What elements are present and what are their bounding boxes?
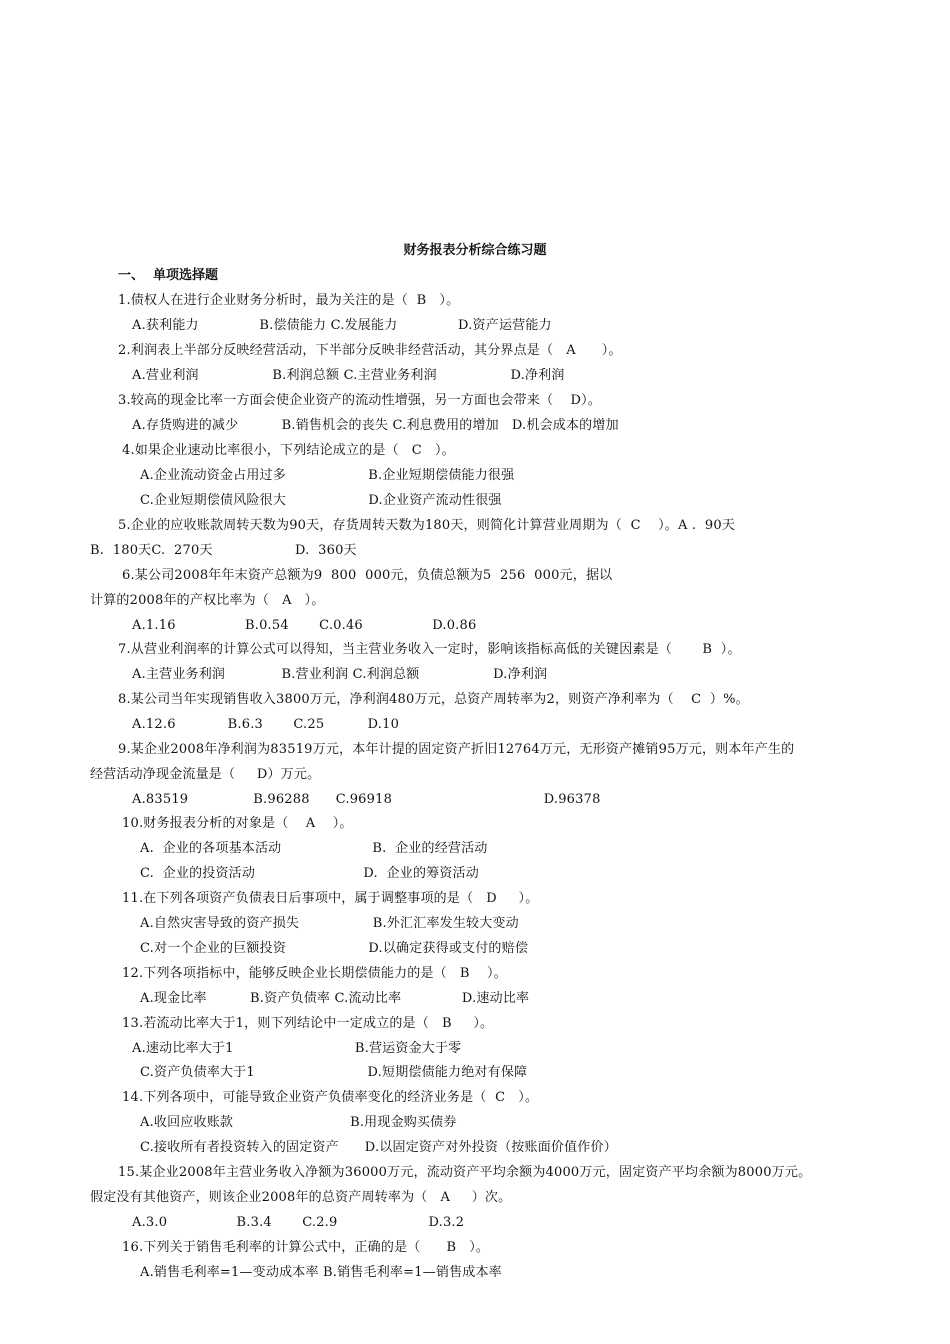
question-4-options-row2: C.企业短期偿债风险很大 D.企业资产流动性很强 <box>140 493 502 508</box>
question-15-continued: 假定没有其他资产，则该企业2008年的总资产周转率为（ A ）次。 <box>90 1190 512 1205</box>
question-2-options: A.营业利润 B.利润总额 C.主营业务利润 D.净利润 <box>132 368 565 383</box>
question-13-options-row1: A.速动比率大于1 B.营运资金大于零 <box>132 1041 462 1056</box>
question-3: 3.较高的现金比率一方面会使企业资产的流动性增强，另一方面也会带来（ D）。 <box>118 393 602 408</box>
question-16: 16.下列关于销售毛利率的计算公式中，正确的是（ B ）。 <box>122 1240 490 1255</box>
question-8: 8.某公司当年实现销售收入3800万元，净利润480万元，总资产周转率为2，则资产净利率为（ C ）%。 <box>118 692 749 707</box>
question-6-options: A.1.16 B.0.54 C.0.46 D.0.86 <box>132 618 477 633</box>
section-heading: 一、 单项选择题 <box>118 268 219 283</box>
question-9-options: A.83519 B.96288 C.96918 D.96378 <box>132 792 601 807</box>
question-6: 6.某公司2008年年末资产总额为9 800 000元，负债总额为5 256 000元，据以 <box>122 568 613 583</box>
question-5: 5.企业的应收账款周转天数为90天，存货周转天数为180天，则简化计算营业周期为（ C ）。A . 90天 <box>118 518 736 533</box>
question-3-options: A.存货购进的减少 B.销售机会的丧失 C.利息费用的增加 D.机会成本的增加 <box>132 418 619 433</box>
question-7: 7.从营业利润率的计算公式可以得知，当主营业务收入一定时，影响该指标高低的关键因素是（ B ）。 <box>118 642 741 657</box>
question-5-options: B. 180天C. 270天 D. 360天 <box>90 543 357 558</box>
question-12: 12.下列各项指标中，能够反映企业长期偿债能力的是（ B ）。 <box>122 966 507 981</box>
question-4-options-row1: A.企业流动资金占用过多 B.企业短期偿债能力很强 <box>140 468 515 483</box>
question-2: 2.利润表上半部分反映经营活动，下半部分反映非经营活动，其分界点是（ A ）。 <box>118 343 622 358</box>
question-1-options: A.获利能力 B.偿债能力 C.发展能力 D.资产运营能力 <box>132 318 552 333</box>
question-1: 1.债权人在进行企业财务分析时，最为关注的是（ B ）。 <box>118 293 460 308</box>
question-10-options-row1: A. 企业的各项基本活动 B. 企业的经营活动 <box>140 841 488 856</box>
question-4: 4.如果企业速动比率很小，下列结论成立的是（ C ）。 <box>122 443 455 458</box>
question-9: 9.某企业2008年净利润为83519万元，本年计提的固定资产折旧12764万元，无形资产摊销95万元，则本年产生的 <box>118 742 795 757</box>
question-15: 15.某企业2008年主营业务收入净额为36000万元，流动资产平均余额为4000万元，固定资产平均余额为8000万元。 <box>118 1165 812 1180</box>
question-13-options-row2: C.资产负债率大于1 D.短期偿债能力绝对有保障 <box>140 1065 528 1080</box>
question-16-options: A.销售毛利率=1—变动成本率 B.销售毛利率=1—销售成本率 <box>140 1265 502 1280</box>
question-15-options: A.3.0 B.3.4 C.2.9 D.3.2 <box>132 1215 465 1230</box>
question-6-continued: 计算的2008年的产权比率为（ A ）。 <box>90 593 325 608</box>
question-11-options-row2: C.对一个企业的巨额投资 D.以确定获得或支付的赔偿 <box>140 941 529 956</box>
question-11: 11.在下列各项资产负债表日后事项中，属于调整事项的是（ D ）。 <box>122 891 539 906</box>
question-14: 14.下列各项中，可能导致企业资产负债率变化的经济业务是（ C ）。 <box>122 1090 539 1105</box>
question-11-options-row1: A.自然灾害导致的资产损失 B.外汇汇率发生较大变动 <box>140 916 519 931</box>
question-14-options-row1: A.收回应收账款 B.用现金购买债券 <box>140 1115 457 1130</box>
question-10-options-row2: C. 企业的投资活动 D. 企业的筹资活动 <box>140 866 479 881</box>
question-10: 10.财务报表分析的对象是（ A ）。 <box>122 816 353 831</box>
question-14-options-row2: C.接收所有者投资转入的固定资产 D.以固定资产对外投资（按账面价值作价） <box>140 1140 617 1155</box>
question-13: 13.若流动比率大于1，则下列结论中一定成立的是（ B ）。 <box>122 1016 494 1031</box>
question-12-options: A.现金比率 B.资产负债率 C.流动比率 D.速动比率 <box>140 991 530 1006</box>
question-7-options: A.主营业务利润 B.营业利润 C.利润总额 D.净利润 <box>132 667 548 682</box>
question-9-continued: 经营活动净现金流量是（ D）万元。 <box>90 767 321 782</box>
document-title: 财务报表分析综合练习题 <box>403 243 547 258</box>
question-8-options: A.12.6 B.6.3 C.25 D.10 <box>132 717 400 732</box>
